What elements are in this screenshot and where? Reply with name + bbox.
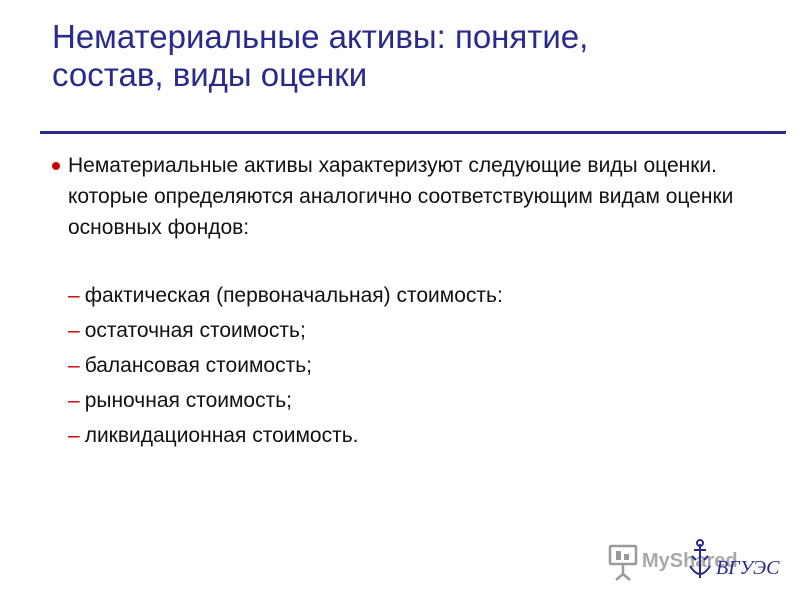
dash-marker: – xyxy=(68,284,80,307)
slide-title xyxy=(52,18,772,94)
anchor-emblem-icon xyxy=(690,540,710,578)
dash-item-text: фактическая (первоначальная) стоимость: xyxy=(84,284,503,307)
svg-text:ВГУЭС: ВГУЭС xyxy=(716,557,780,579)
vguies-logo xyxy=(684,538,780,588)
dash-item-text: ликвидационная стоимость. xyxy=(84,424,359,447)
bullet-item xyxy=(47,150,747,243)
dash-marker: – xyxy=(68,424,80,447)
dash-list-item xyxy=(68,313,747,348)
title-divider xyxy=(40,131,786,134)
dash-list xyxy=(47,278,747,453)
dash-marker: – xyxy=(68,354,80,377)
dash-list-item xyxy=(68,348,747,383)
dash-list-item xyxy=(68,383,747,418)
bullet-dot-icon xyxy=(52,162,60,170)
presentation-icon xyxy=(610,546,636,580)
slide-content xyxy=(47,150,747,453)
dash-list-item xyxy=(68,278,747,313)
slide-title-line-1: Нематериальные активы: понятие, xyxy=(52,18,589,55)
dash-item-text: рыночная стоимость; xyxy=(84,389,293,412)
dash-marker: – xyxy=(68,319,80,342)
dash-item-text: остаточная стоимость; xyxy=(84,319,306,342)
dash-item-text: балансовая стоимость; xyxy=(84,354,312,377)
svg-text:MyShared: MyShared xyxy=(642,550,738,572)
slide-title-line-2: состав, виды оценки xyxy=(52,56,368,93)
bullet-text: Нематериальные активы характеризуют следующие виды оценки. которые определяются аналогично соответствующим видам оценки основных фондов: xyxy=(68,154,734,239)
dash-list-item xyxy=(68,418,747,453)
dash-marker: – xyxy=(68,389,80,412)
